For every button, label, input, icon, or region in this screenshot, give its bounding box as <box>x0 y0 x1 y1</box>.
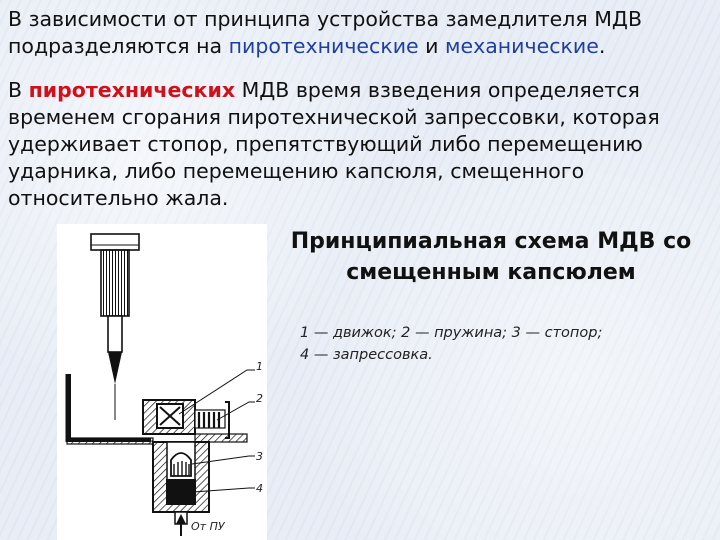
pressed-composition <box>167 480 195 504</box>
base-plate-left <box>67 374 151 442</box>
pyro-text-1: В <box>8 78 29 102</box>
mdv-schematic-figure <box>57 224 267 540</box>
striker-rod <box>108 316 122 352</box>
intro-text-1: В зависимости от принципа устройства замедлителя МДВ подразделяются на <box>8 7 643 58</box>
mdv-schematic-drawing <box>57 224 267 540</box>
pyro-text-2: МДВ время взведения определяется временем сгорания пиротехнической запрессовки, которая удерживает стопор, препятствующий либо перемещению ударника, либо перемещению капсюля, смещенного относительно жала. <box>8 78 660 210</box>
term-mechanical: механические <box>445 34 599 58</box>
firing-pin <box>108 352 122 384</box>
intro-text-2: и <box>418 34 445 58</box>
figure-title: Принципиальная схема МДВ со смещенным капсюлем <box>290 229 692 285</box>
label-2: 2 <box>256 392 263 405</box>
label-3: 3 <box>256 450 263 463</box>
pyrotechnic-paragraph <box>8 77 714 212</box>
striker-cap <box>91 234 139 250</box>
figure-caption <box>300 322 700 366</box>
intro-paragraph <box>8 6 714 60</box>
label-from-pu: От ПУ <box>191 520 225 533</box>
term-pyrotechnic-highlight: пиротехнических <box>28 78 236 102</box>
caption-line-2: 4 — запрессовка. <box>300 347 433 363</box>
caption-line-1: 1 — движок; 2 — пружина; 3 — стопор; <box>300 325 603 341</box>
striker-body <box>101 250 129 316</box>
intro-text-3: . <box>598 34 606 58</box>
label-1: 1 <box>256 360 263 373</box>
term-pyrotechnic: пиротехнические <box>228 34 419 58</box>
label-4: 4 <box>256 482 263 495</box>
